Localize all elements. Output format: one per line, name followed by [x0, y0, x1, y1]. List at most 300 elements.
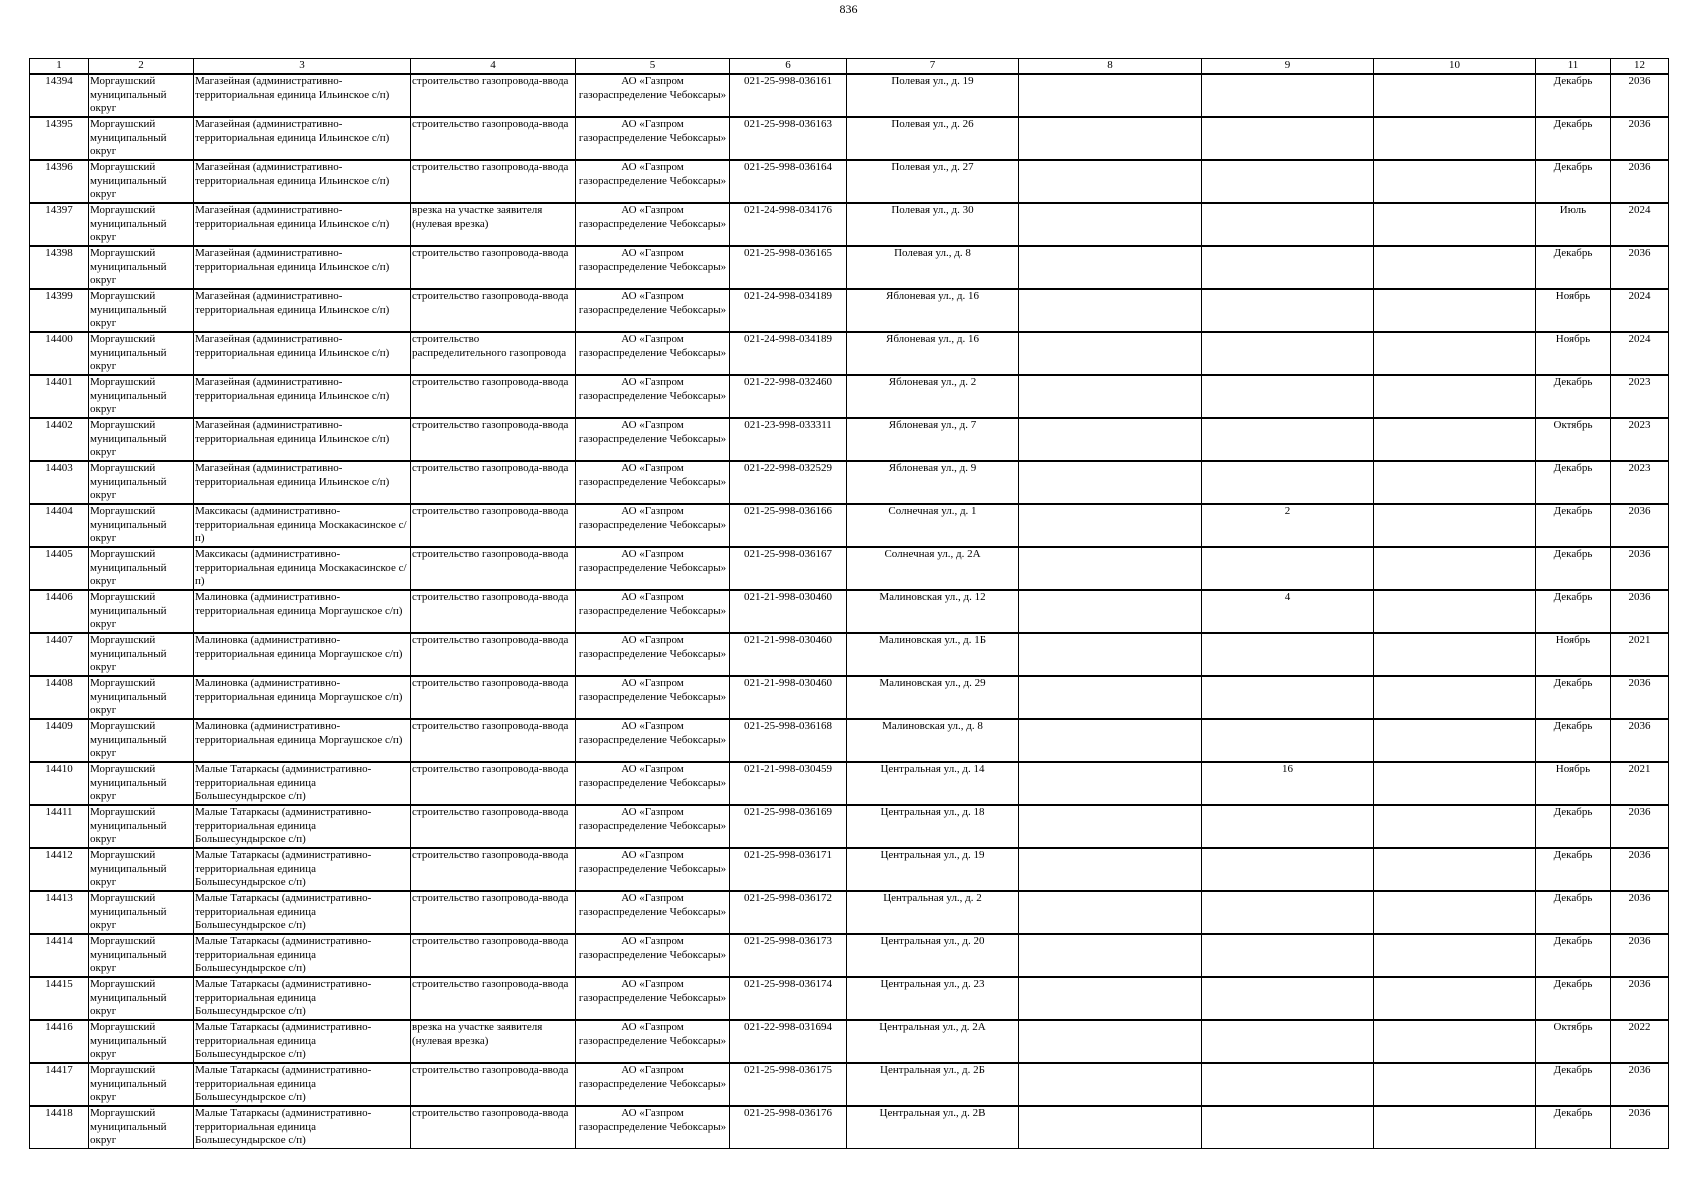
cell-text: Малые Татаркасы (административно-территориальная единица Большесундырское с/п): [195, 1107, 372, 1146]
table-row: [30, 375, 1669, 418]
cell-text: [1375, 763, 1534, 804]
cell-year: [1611, 332, 1669, 375]
cell-text: Малиновка (административно-территориальная единица Моргаушское с/п): [195, 720, 403, 746]
cell-text: [1020, 247, 1200, 288]
cell-settlement: [194, 633, 411, 676]
cell-text: АО «Газпром газораспределение Чебоксары»: [578, 161, 727, 187]
cell-text: 2024: [1628, 290, 1651, 302]
cell-text: Моргаушский муниципальный округ: [90, 247, 167, 286]
cell-text: 2024: [1628, 204, 1651, 216]
cell-col-10: [1374, 461, 1536, 504]
table-row: [30, 504, 1669, 547]
table-row: [30, 590, 1669, 633]
cell-text: 2021: [1628, 634, 1651, 646]
cell-text: 2036: [1628, 118, 1651, 130]
cell-text: Моргаушский муниципальный округ: [90, 118, 167, 157]
cell-text: Октябрь: [1553, 1021, 1593, 1033]
cell-month: [1536, 203, 1611, 246]
cell-text: Моргаушский муниципальный округ: [90, 849, 167, 888]
cell-text: [1375, 978, 1534, 1019]
cell-text: врезка на участке заявителя (нулевая врезка): [412, 1021, 543, 1047]
cell-text: Декабрь: [1553, 935, 1593, 947]
cell-text: 14401: [45, 376, 73, 388]
cell-text: [1375, 720, 1534, 761]
cell-year: [1611, 891, 1669, 934]
cell-year: [1611, 1106, 1669, 1149]
cell-row-number: [30, 289, 89, 332]
cell-text: [1203, 1107, 1372, 1148]
cell-district: [89, 246, 194, 289]
cell-year: [1611, 719, 1669, 762]
cell-address: [847, 762, 1019, 805]
cell-organization: [576, 289, 730, 332]
cell-district: [89, 805, 194, 848]
cell-col-8: [1019, 1020, 1202, 1063]
cell-month: [1536, 418, 1611, 461]
cell-text: 021-24-998-034176: [744, 204, 832, 216]
cell-text: [1375, 591, 1534, 632]
table-row: [30, 1106, 1669, 1149]
cell-text: Магазейная (административно-территориальная единица Ильинское с/п): [195, 376, 390, 402]
cell-text: Моргаушский муниципальный округ: [90, 161, 167, 200]
cell-text: [1203, 634, 1372, 675]
cell-col-8: [1019, 719, 1202, 762]
cell-text: строительство газопровода-ввода: [412, 548, 569, 560]
cell-organization: [576, 934, 730, 977]
cell-text: 021-25-998-036169: [744, 806, 832, 818]
cell-text: [1203, 1064, 1372, 1105]
cell-text: Моргаушский муниципальный округ: [90, 419, 167, 458]
cell-col-8: [1019, 74, 1202, 117]
cell-text: Магазейная (административно-территориальная единица Ильинское с/п): [195, 419, 390, 445]
cell-year: [1611, 375, 1669, 418]
page-number: 836: [839, 2, 858, 16]
cell-text: Моргаушский муниципальный округ: [90, 591, 167, 630]
cell-text: [1375, 505, 1534, 546]
cell-col-9: [1202, 547, 1374, 590]
cell-address: [847, 246, 1019, 289]
cell-text: строительство газопровода-ввода: [412, 591, 569, 603]
cell-month: [1536, 246, 1611, 289]
cell-text: АО «Газпром газораспределение Чебоксары»: [578, 419, 727, 445]
cell-text: [1020, 591, 1200, 632]
cell-col-9: [1202, 934, 1374, 977]
cell-work-type: [411, 375, 576, 418]
cell-year: [1611, 590, 1669, 633]
cell-text: АО «Газпром газораспределение Чебоксары»: [578, 677, 727, 703]
header-cell-4: 4: [411, 59, 576, 75]
cell-month: [1536, 1106, 1611, 1149]
cell-text: [1203, 204, 1372, 245]
table-row: [30, 762, 1669, 805]
cell-text: АО «Газпром газораспределение Чебоксары»: [578, 1021, 727, 1047]
cell-row-number: [30, 719, 89, 762]
cell-text: Ноябрь: [1555, 290, 1591, 302]
cell-text: 2036: [1628, 677, 1651, 689]
table-row: [30, 891, 1669, 934]
cell-col-10: [1374, 418, 1536, 461]
cell-row-number: [30, 805, 89, 848]
cell-text: строительство газопровода-ввода: [412, 376, 569, 388]
cell-year: [1611, 289, 1669, 332]
cell-text: 021-25-998-036168: [744, 720, 832, 732]
cell-text: 2023: [1628, 376, 1651, 388]
cell-organization: [576, 332, 730, 375]
table-row: [30, 934, 1669, 977]
cell-text: 2036: [1628, 1107, 1651, 1119]
cell-text: [1020, 204, 1200, 245]
cell-address: [847, 633, 1019, 676]
cell-text: Центральная ул., д. 2А: [879, 1021, 986, 1033]
cell-text: 2036: [1628, 978, 1651, 990]
cell-row-number: [30, 934, 89, 977]
cell-text: [1375, 892, 1534, 933]
cell-address: [847, 676, 1019, 719]
cell-text: Моргаушский муниципальный округ: [90, 204, 167, 243]
cell-text: 021-22-998-032460: [744, 376, 832, 388]
cell-text: [1020, 548, 1200, 589]
cell-text: Малые Татаркасы (административно-территориальная единица Большесундырское с/п): [195, 1021, 372, 1060]
cell-text: Центральная ул., д. 14: [880, 763, 985, 775]
cell-text: [1020, 935, 1200, 976]
cell-settlement: [194, 1106, 411, 1149]
table-body: [30, 74, 1669, 1149]
cell-col-9: [1202, 1106, 1374, 1149]
cell-text: [1375, 118, 1534, 159]
cell-text: [1375, 1107, 1534, 1148]
cell-text: АО «Газпром газораспределение Чебоксары»: [578, 462, 727, 488]
cell-text: 14398: [45, 247, 73, 259]
cell-year: [1611, 1020, 1669, 1063]
cell-address: [847, 332, 1019, 375]
cell-text: АО «Газпром газораспределение Чебоксары»: [578, 806, 727, 832]
cell-col-9: [1202, 160, 1374, 203]
cell-address: [847, 203, 1019, 246]
cell-year: [1611, 418, 1669, 461]
cell-col-10: [1374, 934, 1536, 977]
cell-settlement: [194, 160, 411, 203]
cell-col-9: [1202, 805, 1374, 848]
cell-text: строительство газопровода-ввода: [412, 419, 569, 431]
cell-application-number: [730, 762, 847, 805]
cell-text: 2022: [1628, 1021, 1651, 1033]
cell-text: [1203, 1021, 1372, 1062]
cell-month: [1536, 891, 1611, 934]
cell-text: АО «Газпром газораспределение Чебоксары»: [578, 978, 727, 1004]
cell-application-number: [730, 332, 847, 375]
header-cell-3: 3: [194, 59, 411, 75]
cell-text: Малиновка (административно-территориальная единица Моргаушское с/п): [195, 677, 403, 703]
cell-text: строительство газопровода-ввода: [412, 75, 569, 87]
table-row: [30, 461, 1669, 504]
cell-col-10: [1374, 1106, 1536, 1149]
cell-text: Декабрь: [1553, 677, 1593, 689]
cell-text: Малые Татаркасы (административно-территориальная единица Большесундырское с/п): [195, 849, 372, 888]
cell-text: [1375, 419, 1534, 460]
cell-year: [1611, 547, 1669, 590]
cell-text: Моргаушский муниципальный округ: [90, 1021, 167, 1060]
cell-text: Ноябрь: [1555, 763, 1591, 775]
cell-col-9: [1202, 246, 1374, 289]
cell-settlement: [194, 332, 411, 375]
cell-settlement: [194, 719, 411, 762]
cell-district: [89, 891, 194, 934]
cell-text: Декабрь: [1553, 376, 1593, 388]
cell-text: Моргаушский муниципальный округ: [90, 720, 167, 759]
cell-district: [89, 633, 194, 676]
cell-organization: [576, 1020, 730, 1063]
table-row: [30, 719, 1669, 762]
cell-address: [847, 1020, 1019, 1063]
cell-month: [1536, 74, 1611, 117]
cell-work-type: [411, 891, 576, 934]
cell-col-8: [1019, 117, 1202, 160]
cell-application-number: [730, 891, 847, 934]
cell-month: [1536, 332, 1611, 375]
cell-text: Моргаушский муниципальный округ: [90, 677, 167, 716]
cell-text: 2036: [1628, 591, 1651, 603]
cell-text: 021-21-998-030460: [744, 677, 832, 689]
cell-district: [89, 762, 194, 805]
cell-row-number: [30, 1063, 89, 1106]
cell-month: [1536, 633, 1611, 676]
cell-text: Центральная ул., д. 19: [880, 849, 985, 861]
cell-settlement: [194, 547, 411, 590]
cell-application-number: [730, 203, 847, 246]
cell-application-number: [730, 289, 847, 332]
cell-text: [1020, 118, 1200, 159]
cell-col-8: [1019, 375, 1202, 418]
cell-text: строительство газопровода-ввода: [412, 849, 569, 861]
cell-text: Магазейная (административно-территориальная единица Ильинское с/п): [195, 247, 390, 273]
cell-text: 14404: [45, 505, 73, 517]
cell-text: строительство газопровода-ввода: [412, 462, 569, 474]
table-row: [30, 848, 1669, 891]
cell-district: [89, 1106, 194, 1149]
cell-settlement: [194, 762, 411, 805]
cell-col-10: [1374, 1020, 1536, 1063]
cell-col-9: [1202, 504, 1374, 547]
cell-text: АО «Газпром газораспределение Чебоксары»: [578, 892, 727, 918]
table-row: [30, 977, 1669, 1020]
cell-district: [89, 547, 194, 590]
cell-work-type: [411, 504, 576, 547]
cell-text: 2023: [1628, 419, 1651, 431]
cell-col-8: [1019, 805, 1202, 848]
cell-year: [1611, 203, 1669, 246]
cell-text: [1020, 763, 1200, 804]
cell-text: 021-21-998-030460: [744, 634, 832, 646]
cell-text: Максикасы (административно-территориальная единица Москакасинское с/п): [195, 505, 407, 544]
cell-work-type: [411, 547, 576, 590]
cell-text: строительство газопровода-ввода: [412, 161, 569, 173]
cell-application-number: [730, 1106, 847, 1149]
cell-text: 14416: [45, 1021, 73, 1033]
cell-text: Центральная ул., д. 2: [883, 892, 982, 904]
cell-row-number: [30, 74, 89, 117]
cell-row-number: [30, 117, 89, 160]
cell-month: [1536, 1063, 1611, 1106]
cell-text: строительство газопровода-ввода: [412, 634, 569, 646]
cell-text: Малые Татаркасы (административно-территориальная единица Большесундырское с/п): [195, 935, 372, 974]
cell-text: 2036: [1628, 720, 1651, 732]
cell-col-10: [1374, 289, 1536, 332]
cell-text: Декабрь: [1553, 720, 1593, 732]
cell-col-10: [1374, 246, 1536, 289]
header-cell-8: 8: [1019, 59, 1202, 75]
cell-col-8: [1019, 547, 1202, 590]
cell-text: 14418: [45, 1107, 73, 1119]
cell-col-10: [1374, 676, 1536, 719]
cell-col-8: [1019, 203, 1202, 246]
cell-text: Декабрь: [1553, 806, 1593, 818]
cell-text: Магазейная (административно-территориальная единица Ильинское с/п): [195, 118, 390, 144]
cell-text: Моргаушский муниципальный округ: [90, 634, 167, 673]
cell-text: Моргаушский муниципальный округ: [90, 376, 167, 415]
cell-text: 021-24-998-034189: [744, 333, 832, 345]
cell-col-10: [1374, 375, 1536, 418]
cell-text: Ноябрь: [1555, 634, 1591, 646]
cell-text: 021-25-998-036161: [744, 75, 832, 87]
cell-row-number: [30, 633, 89, 676]
cell-month: [1536, 977, 1611, 1020]
cell-text: Декабрь: [1553, 118, 1593, 130]
cell-application-number: [730, 1020, 847, 1063]
cell-text: 14411: [45, 806, 73, 818]
cell-text: Декабрь: [1553, 75, 1593, 87]
cell-col-8: [1019, 246, 1202, 289]
cell-text: Октябрь: [1553, 419, 1593, 431]
cell-organization: [576, 1063, 730, 1106]
cell-address: [847, 547, 1019, 590]
cell-year: [1611, 633, 1669, 676]
cell-text: 021-25-998-036172: [744, 892, 832, 904]
cell-text: Декабрь: [1553, 849, 1593, 861]
table-row: [30, 117, 1669, 160]
cell-col-9: [1202, 633, 1374, 676]
cell-month: [1536, 848, 1611, 891]
cell-text: 021-24-998-034189: [744, 290, 832, 302]
cell-text: [1375, 1064, 1534, 1105]
cell-text: Яблоневая ул., д. 9: [888, 462, 977, 474]
cell-text: строительство газопровода-ввода: [412, 118, 569, 130]
cell-text: 021-25-998-036175: [744, 1064, 832, 1076]
cell-text: Полевая ул., д. 19: [891, 75, 974, 87]
cell-text: врезка на участке заявителя (нулевая врезка): [412, 204, 543, 230]
cell-text: [1203, 419, 1372, 460]
cell-application-number: [730, 547, 847, 590]
cell-work-type: [411, 418, 576, 461]
cell-work-type: [411, 762, 576, 805]
cell-district: [89, 848, 194, 891]
cell-text: АО «Газпром газораспределение Чебоксары»: [578, 591, 727, 617]
cell-work-type: [411, 934, 576, 977]
cell-text: 021-25-998-036167: [744, 548, 832, 560]
cell-year: [1611, 934, 1669, 977]
cell-month: [1536, 160, 1611, 203]
cell-text: Яблоневая ул., д. 2: [888, 376, 977, 388]
cell-work-type: [411, 1106, 576, 1149]
cell-organization: [576, 719, 730, 762]
cell-text: Моргаушский муниципальный округ: [90, 763, 167, 802]
cell-text: строительство газопровода-ввода: [412, 978, 569, 990]
cell-text: строительство газопровода-ввода: [412, 806, 569, 818]
cell-row-number: [30, 1106, 89, 1149]
cell-text: строительство газопровода-ввода: [412, 892, 569, 904]
cell-text: АО «Газпром газораспределение Чебоксары»: [578, 634, 727, 660]
cell-text: Моргаушский муниципальный округ: [90, 806, 167, 845]
cell-col-10: [1374, 203, 1536, 246]
cell-col-10: [1374, 1063, 1536, 1106]
cell-text: 2: [1284, 505, 1291, 517]
cell-text: Центральная ул., д. 20: [880, 935, 985, 947]
cell-address: [847, 805, 1019, 848]
cell-row-number: [30, 504, 89, 547]
cell-text: Декабрь: [1553, 978, 1593, 990]
registry-table: [29, 58, 1669, 1149]
cell-application-number: [730, 934, 847, 977]
cell-col-8: [1019, 590, 1202, 633]
cell-text: [1375, 75, 1534, 116]
table-row: [30, 74, 1669, 117]
cell-text: 021-25-998-036174: [744, 978, 832, 990]
cell-text: [1020, 1107, 1200, 1148]
cell-year: [1611, 246, 1669, 289]
cell-organization: [576, 590, 730, 633]
cell-text: [1375, 376, 1534, 417]
cell-work-type: [411, 848, 576, 891]
cell-district: [89, 74, 194, 117]
cell-application-number: [730, 805, 847, 848]
cell-year: [1611, 117, 1669, 160]
table-row: [30, 203, 1669, 246]
cell-text: [1020, 1021, 1200, 1062]
cell-text: [1375, 806, 1534, 847]
table-row: [30, 633, 1669, 676]
cell-work-type: [411, 332, 576, 375]
cell-col-8: [1019, 934, 1202, 977]
table-header: [30, 59, 1669, 75]
cell-text: 2036: [1628, 161, 1651, 173]
cell-text: [1375, 161, 1534, 202]
cell-month: [1536, 719, 1611, 762]
cell-text: АО «Газпром газораспределение Чебоксары»: [578, 763, 727, 789]
cell-text: 021-21-998-030460: [744, 591, 832, 603]
cell-text: Малые Татаркасы (административно-территориальная единица Большесундырское с/п): [195, 806, 372, 845]
cell-work-type: [411, 289, 576, 332]
cell-col-8: [1019, 418, 1202, 461]
cell-text: [1020, 161, 1200, 202]
cell-application-number: [730, 160, 847, 203]
cell-col-9: [1202, 848, 1374, 891]
cell-settlement: [194, 117, 411, 160]
cell-month: [1536, 676, 1611, 719]
cell-year: [1611, 1063, 1669, 1106]
cell-col-10: [1374, 117, 1536, 160]
cell-text: Моргаушский муниципальный округ: [90, 548, 167, 587]
cell-application-number: [730, 117, 847, 160]
cell-text: 14400: [45, 333, 73, 345]
cell-text: [1203, 892, 1372, 933]
cell-settlement: [194, 203, 411, 246]
cell-row-number: [30, 461, 89, 504]
cell-settlement: [194, 289, 411, 332]
cell-col-10: [1374, 160, 1536, 203]
cell-col-10: [1374, 805, 1536, 848]
cell-application-number: [730, 848, 847, 891]
cell-text: [1375, 634, 1534, 675]
cell-text: строительство газопровода-ввода: [412, 720, 569, 732]
